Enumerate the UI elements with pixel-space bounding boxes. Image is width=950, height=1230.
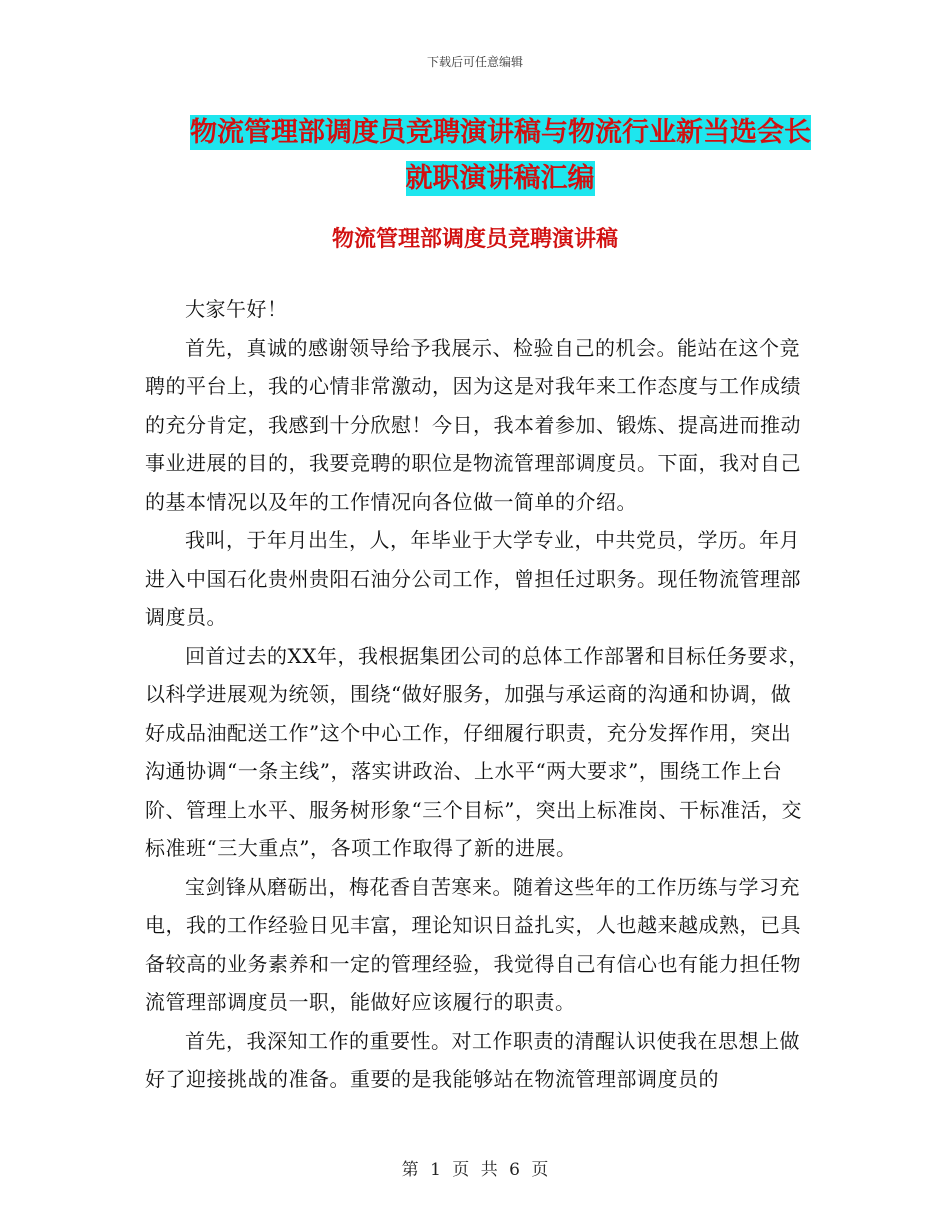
title-highlight-1: 物流管理部调度员竞聘演讲稿与物流行业新当选会长 <box>190 117 811 148</box>
paragraph: 我叫，于年月出生，人，年毕业于大学专业，中共党员，学历。年月进入中国石化贵州贵阳石油分公司工作，曾担任过职务。现任物流管理部调度员。 <box>145 528 801 629</box>
paragraph: 回首过去的XX年，我根据集团公司的总体工作部署和目标任务要求，以科学进展观为统领，围绕“做好服务，加强与承运商的沟通和协调，做好成品油配送工作”这个中心工作，仔细履行职责，充分发挥作用，突出沟通协调“一条主线”，落实讲政治、上水平“两大要求”，围绕工作上台阶、管理上水平、服务树形象“三个目标”，突出上标准岗、干标准活，交标准班“三大重点”，各项工作取得了新的进展。 <box>145 643 809 860</box>
paragraph-greeting: 大家午好！ <box>185 297 288 321</box>
document-title <box>190 110 810 202</box>
section-title: 物流管理部调度员竞聘演讲稿 <box>331 227 618 252</box>
paragraph: 宝剑锋从磨砺出，梅花香自苦寒来。随着这些年的工作历练与学习充电，我的工作经验日见丰富，理论知识日益扎实，人也越来越成熟，已具备较高的业务素养和一定的管理经验，我觉得自己有信心也有能力担任物流管理部调度员一职，能做好应该履行的职责。 <box>145 874 801 1014</box>
page-footer: 第 1 页 共 6 页 <box>401 1160 549 1180</box>
header-note: 下载后可任意编辑 <box>426 55 523 69</box>
title-highlight-2: 就职演讲稿汇编 <box>405 163 595 194</box>
document-title-line-1 <box>190 110 810 156</box>
paragraph: 首先，我深知工作的重要性。对工作职责的清醒认识使我在思想上做好了迎接挑战的准备。重要的是我能够站在物流管理部调度员的 <box>145 1028 800 1091</box>
paragraph: 首先，真诚的感谢领导给予我展示、检验自己的机会。能站在这个竞聘的平台上，我的心情非常激动，因为这是对我年来工作态度与工作成绩的充分肯定，我感到十分欣慰！今日，我本着参加、锻炼、提高进而推动事业进展的目的，我要竞聘的职位是物流管理部调度员。下面，我对自己的基本情况以及年的工作情况向各位做一简单的介绍。 <box>145 335 801 514</box>
document-title-line-2 <box>190 156 810 202</box>
document-body <box>145 290 810 1099</box>
